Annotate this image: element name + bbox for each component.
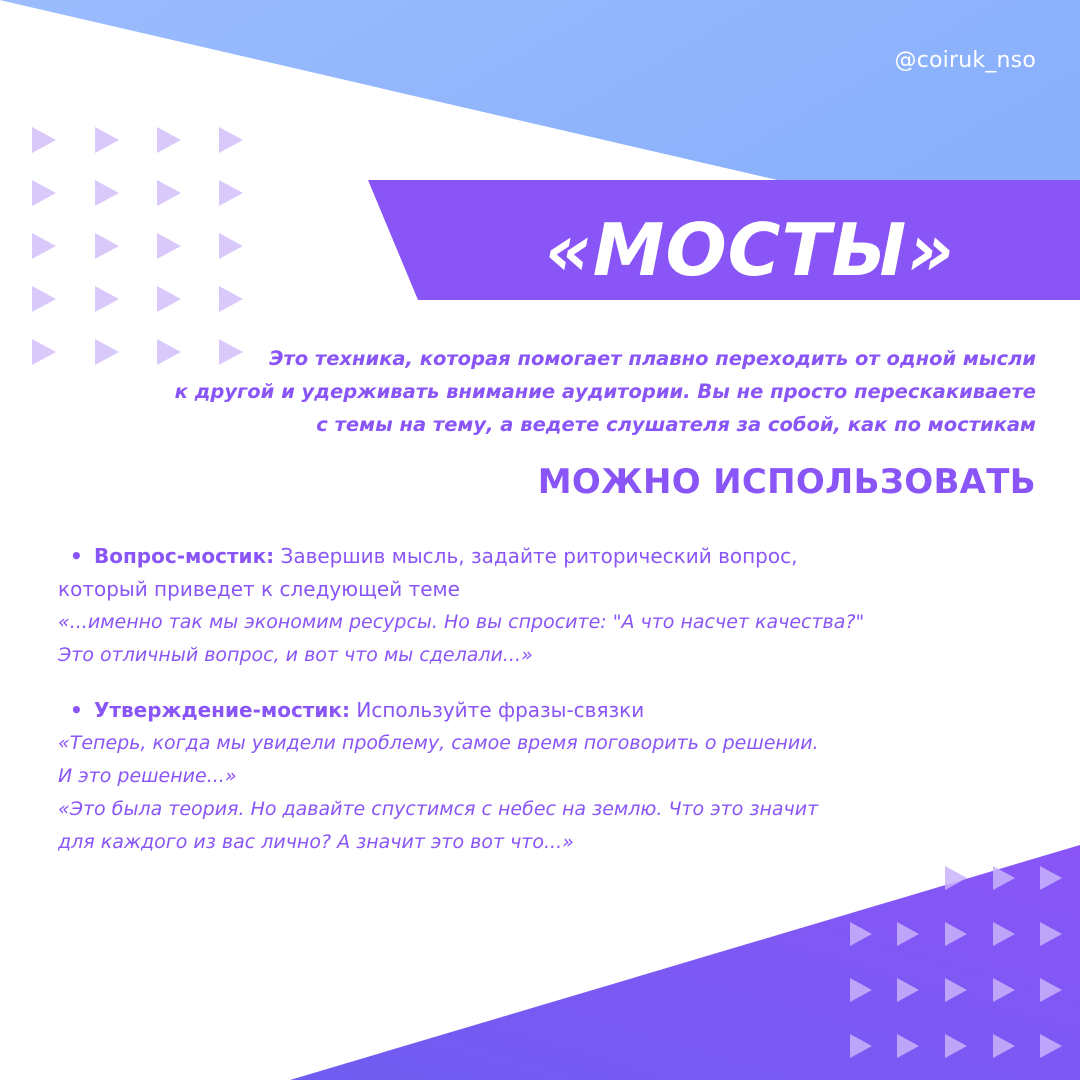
example-quote: И это решение...» <box>58 765 237 787</box>
example-quote: «Теперь, когда мы увидели проблему, самое время поговорить о решении. <box>58 732 819 754</box>
example-quote: Это отличный вопрос, и вот что мы сделали...» <box>58 644 533 666</box>
intro-line: к другой и удерживать внимание аудитории. Вы не просто перескакиваете <box>174 380 1036 403</box>
intro-line: Это техника, которая помогает плавно переходить от одной мысли <box>269 347 1036 370</box>
item-label: Вопрос-мостик: <box>94 544 275 568</box>
list-item <box>58 540 1038 672</box>
intro-line: с темы на тему, а ведете слушателя за собой, как по мостикам <box>316 413 1036 436</box>
item-text: Завершив мысль, задайте риторический вопрос, <box>274 544 798 568</box>
bullet-icon: • <box>70 698 83 722</box>
list-item <box>58 694 1038 859</box>
page-title: «МОСТЫ» <box>545 208 955 292</box>
example-quote: «Это была теория. Но давайте спустимся с небес на землю. Что это значит <box>58 798 819 820</box>
item-label: Утверждение-мостик: <box>94 698 350 722</box>
item-text: который приведет к следующей теме <box>58 577 460 601</box>
example-quote: «...именно так мы экономим ресурсы. Но вы спросите: "А что насчет качества?" <box>58 611 865 633</box>
left-triangle-grid <box>32 127 243 365</box>
example-quote: для каждого из вас лично? А значит это вот что...» <box>58 831 574 853</box>
bullet-icon: • <box>70 544 83 568</box>
account-handle: @coiruk_nso <box>894 48 1036 73</box>
intro-text <box>36 342 1036 441</box>
item-text: Используйте фразы-связки <box>350 698 645 722</box>
techniques-list <box>58 540 1038 859</box>
section-heading: МОЖНО ИСПОЛЬЗОВАТЬ <box>537 462 1036 502</box>
